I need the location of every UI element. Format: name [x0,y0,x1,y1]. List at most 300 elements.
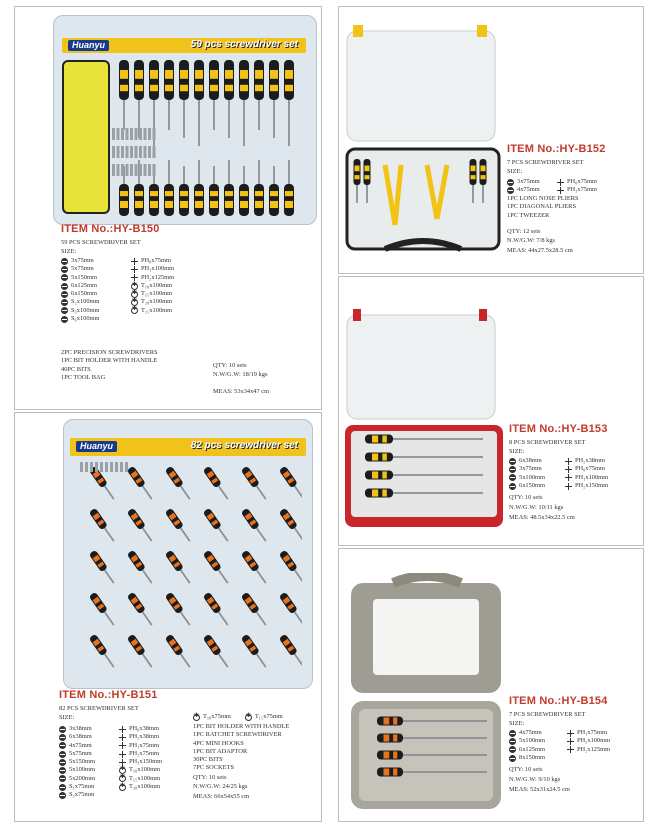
meas-text: MEAS: 48.5x34x22.5 cm [509,514,575,521]
item-text: PH₁x100mm [141,265,175,273]
content-item [193,740,289,748]
set-description: 82 PCS SCREWDRIVER SET [59,705,139,712]
bit-icon [121,164,124,176]
bit-icon [139,146,142,158]
slot-tip-icon [509,738,516,745]
item-number: ITEM No.:HY-B153 [509,423,608,435]
bit-icon [144,164,147,176]
slot-tip-icon [61,299,68,306]
contents-list [61,349,158,382]
screwdriver-icon [179,60,189,138]
bit-icon [153,164,156,176]
item-text: S₃x100mm [71,306,100,314]
item-text: 6x125mm [71,281,97,289]
bit-icon [148,128,151,140]
size-item [61,257,100,265]
size-item [131,290,174,298]
screwdriver-icon [254,160,264,216]
ph-tip-icon [557,187,564,194]
slot-tip-icon [59,734,66,741]
torx-tip-icon [193,714,200,721]
ph-tip-icon [567,738,574,745]
item-text: 3x75mm [519,465,542,473]
item-text: PH₂x38mm [575,457,605,464]
qty-text: QTY: 10 sets [213,362,247,369]
bit-icon [135,146,138,158]
slot-tip-icon [59,726,66,733]
ph-tip-icon [557,179,564,186]
item-number: ITEM No.:HY-B152 [507,143,606,155]
screwdriver-icon [284,60,294,146]
content-item [507,203,579,211]
size-item [509,729,545,737]
bit-icon [148,146,151,158]
item-text: PH₂x125mm [141,273,175,281]
item-text: 30PC BITS [193,756,223,764]
slot-tip-icon [61,258,68,265]
screwdriver-icon [284,160,294,216]
item-text: 6x125mm [519,745,545,753]
slot-tip-icon [507,187,514,194]
screwdriver-icon [89,550,117,586]
ph-tip-icon [131,274,138,281]
content-item [507,195,579,203]
size-item [567,729,610,737]
size-item [567,746,610,754]
screwdriver-icon [279,634,302,670]
torx-tip-icon [119,784,126,791]
slot-tip-icon [509,466,516,473]
screwdriver-icon [269,60,279,138]
bit-icon [135,128,138,140]
item-text: S₆x100mm [71,315,100,323]
size-item [557,186,597,194]
bit-icon [112,128,115,140]
ph-tip-icon [119,759,126,766]
product-panel-hy-b151 [14,412,322,822]
item-text: 1PC BIT HOLDER WITH HANDLE [193,723,290,730]
slot-tip-icon [509,730,516,737]
item-text: 7PC SOCKETS [193,764,235,772]
item-text: T₂₀x100mm [129,783,161,791]
screwdriver-icon [134,60,144,138]
screwdriver-icon [279,592,302,628]
item-text: 4PC MINI HOOKS [193,739,244,747]
size-item [119,725,162,733]
size-item [119,750,162,758]
item-text: 6x150mm [71,290,97,298]
screwdriver-icon [165,634,193,670]
size-list-right [119,725,162,791]
slot-tip-icon [509,746,516,753]
size-item [507,178,540,186]
size-item [557,178,597,186]
bit-icon [112,146,115,158]
size-item [119,742,162,750]
set-description: 7 PCS SCREWDRIVER SET [509,711,586,718]
bit-icon [144,146,147,158]
size-item [565,482,608,490]
product-panel-hy-b152 [338,6,644,274]
size-item [131,265,174,273]
bit-icon [144,128,147,140]
qty-text: QTY: 12 sets [507,228,541,235]
slot-tip-icon [61,266,68,273]
ph-tip-icon [119,734,126,741]
screwdriver-icon [279,550,302,586]
ph-tip-icon [567,730,574,737]
size-item [119,733,162,741]
screwdriver-icon [239,60,249,146]
size-item [61,290,100,298]
screwdriver-icon [164,60,174,130]
screwdriver-icon [269,166,279,216]
item-text: 4x75mm [519,729,542,736]
size-item [59,775,95,783]
content-item [193,756,289,764]
case-image [345,25,501,265]
blister-card-image [63,419,313,689]
slot-tip-icon [59,742,66,749]
bit-icon [117,128,120,140]
content-item [193,731,289,739]
item-text: 5x100mm [519,473,545,481]
item-text: PH₀x75mm [141,257,171,264]
set-description: 7 PCS SCREWDRIVER SET [507,159,584,166]
size-item [509,746,545,754]
screwdriver-icon [127,592,155,628]
meas-text: MEAS: 52x31x24.5 cm [509,786,570,793]
item-text: PH₁x75mm [129,741,159,749]
item-text: 6x38mm [69,733,92,741]
set-description: 59 PCS SCREWDRIVER SET [61,239,141,246]
slot-tip-icon [61,307,68,314]
item-text: T₂₅x100mm [141,306,173,314]
size-item [61,282,100,290]
ph-tip-icon [565,466,572,473]
torx-tip-icon [131,291,138,298]
item-text: 3x75mm [71,257,94,264]
size-list-right [131,257,174,315]
slot-tip-icon [509,458,516,465]
slot-tip-icon [509,755,516,762]
item-text: PH₁x75mm [577,729,607,736]
meas-text: MEAS: 66x54x55 cm [193,793,250,800]
contents-list [193,723,289,773]
ph-tip-icon [119,742,126,749]
screwdriver-icon [279,508,302,544]
bit-icon [105,462,108,472]
slot-tip-icon [59,792,66,799]
blister-card-image [53,15,317,225]
item-text: 5x100mm [519,737,545,745]
bit-icon [130,128,133,140]
size-list-right [557,178,597,195]
screwdriver-icon [254,60,264,130]
contents-list [507,195,579,220]
bit-icon [126,164,129,176]
content-item [61,374,158,382]
size-label: SIZE: [509,448,525,455]
item-text: S₁x75mm [69,783,95,791]
content-item [193,723,289,731]
slot-tip-icon [509,483,516,490]
item-text: PH₁x100mm [575,473,609,481]
product-panel-hy-b153 [338,276,644,546]
item-text: T₁₅x100mm [129,774,161,782]
ph-tip-icon [119,726,126,733]
slot-tip-icon [59,767,66,774]
size-item [507,186,540,194]
ph-tip-icon [131,258,138,265]
size-item [565,474,608,482]
item-text: 8x150mm [519,753,545,761]
screwdriver-icon [119,60,129,130]
case-image [349,573,505,813]
item-text: PH₂x125mm [577,745,611,753]
item-text: T₂₀x100mm [141,298,173,306]
item-text: 1PC BIT HOLDER WITH HANDLE [61,357,158,365]
item-text: 5x100mm [69,766,95,774]
size-item [567,737,610,745]
size-item [565,457,608,465]
size-item [509,482,545,490]
item-text: T₁₅x75mm [254,713,283,720]
torx-row [193,713,283,721]
item-number: ITEM No.:HY-B154 [509,695,608,707]
screwdrivers-image [74,462,302,682]
bit-icon [110,462,113,472]
item-text: PH₀x75mm [575,465,605,473]
screwdriver-icon [179,166,189,216]
screwdriver-icon [241,592,269,628]
item-text: 1PC RATCHET SCREWDRIVER [193,731,282,739]
item-text: PH₀x75mm [567,178,597,185]
item-text: 6x38mm [519,457,542,464]
brand-logo: Huanyu [68,40,109,51]
bit-icon [85,462,88,472]
product-banner [62,38,306,53]
slot-tip-icon [61,274,68,281]
size-item [59,733,95,741]
slot-tip-icon [59,775,66,782]
case-image [343,309,505,537]
screwdriver-icon [89,592,117,628]
qty-text: QTY: 10 sets [509,766,543,773]
screwdriver-icon [89,508,117,544]
size-item [61,315,100,323]
size-item [61,307,100,315]
screwdriver-icon [127,634,155,670]
item-text: T₁₀x75mm [203,713,231,720]
screwdriver-icon [203,466,231,502]
screwdriver-icon [194,160,204,216]
torx-tip-icon [119,775,126,782]
item-text: PH₂x38mm [129,733,159,741]
content-item [193,764,289,772]
size-item [59,783,95,791]
item-text: 3x75mm [517,178,540,185]
item-number: ITEM No.:HY-B150 [61,223,160,235]
item-text: PH₀x38mm [129,725,159,732]
item-text: 5x150mm [69,758,95,766]
item-text: 5x75mm [71,265,94,273]
screwdriver-icon [165,592,193,628]
screwdriver-icon [224,60,234,138]
ph-tip-icon [565,474,572,481]
size-item [131,274,174,282]
item-text: S₂x75mm [69,791,95,799]
item-text: T₁₅x100mm [141,290,173,298]
set-description: 8 PCS SCREWDRIVER SET [509,439,586,446]
item-text: 1PC LONG NOSE PLIERS [507,195,579,202]
item-text: 4x75mm [69,741,92,749]
bit-icon [117,164,120,176]
bit-icon [130,164,133,176]
item-text: PH₁x75mm [567,186,597,194]
ph-tip-icon [565,458,572,465]
item-text: 5x200mm [69,774,95,782]
size-item [245,713,283,721]
size-item [131,298,174,306]
item-text: S₂x100mm [71,298,100,306]
bit-icon [139,128,142,140]
content-item [193,748,289,756]
item-text: 2PC PRECISION SCREWDRIVERS [61,349,158,356]
item-text: 1PC DIAGONAL PLIERS [507,203,576,211]
slot-tip-icon [61,316,68,323]
bit-icon [90,462,93,472]
bit-icon [100,462,103,472]
banner-text: 82 pcs screwdriver set [190,440,298,451]
size-item [509,465,545,473]
size-item [509,474,545,482]
screwdriver-icon [279,466,302,502]
screwdriver-icon [209,60,219,130]
item-text: 1PC BIT ADAPTOR [193,747,248,755]
size-item [59,758,95,766]
size-list-left [507,178,540,195]
item-text: 1PC TWEEZER [507,211,550,219]
item-text: 3x38mm [69,725,92,732]
ph-tip-icon [565,483,572,490]
screwdrivers-image [110,58,310,218]
bit-icon [80,462,83,472]
screwdriver-icon [127,550,155,586]
brand-logo: Huanyu [76,441,117,452]
screwdriver-icon [203,550,231,586]
bit-icon [125,462,128,472]
size-item [59,750,95,758]
weight-text: N.W/G.W: 9/10 kgs [509,776,561,783]
item-number: ITEM No.:HY-B151 [59,689,158,701]
ph-tip-icon [131,266,138,273]
screwdriver-icon [224,160,234,216]
slot-tip-icon [59,784,66,791]
meas-text: MEAS: 44x27.5x28.5 cm [507,247,573,254]
screwdriver-icon [241,550,269,586]
screwdriver-icon [165,508,193,544]
item-text: 5x150mm [71,273,97,281]
size-label: SIZE: [61,248,77,255]
weight-text: N.W/G.W: 10/11 kgs [509,504,564,511]
bit-icon [135,164,138,176]
screwdriver-icon [164,160,174,216]
product-panel-hy-b154 [338,548,644,822]
bit-icon [148,164,151,176]
bit-icon [153,128,156,140]
banner-text: 59 pcs screwdriver set [190,39,298,50]
product-panel-hy-b150 [14,6,322,410]
screwdriver-icon [127,466,155,502]
content-item [61,357,158,365]
screwdriver-icon [241,466,269,502]
bit-icon [121,146,124,158]
qty-text: QTY: 10 sets [509,494,543,501]
bit-icon [126,146,129,158]
size-item [59,791,95,799]
screwdriver-icon [165,550,193,586]
size-item [59,766,95,774]
screwdriver-icon [209,166,219,216]
content-item [61,366,158,374]
bit-icon [130,146,133,158]
size-list-right [565,457,608,490]
size-item [119,783,162,791]
size-item [509,754,545,762]
screwdriver-icon [241,634,269,670]
item-text: 1PC TOOL BAG [61,373,106,381]
size-item [131,282,174,290]
item-text: 5x75mm [69,749,92,757]
size-item [59,725,95,733]
slot-tip-icon [59,751,66,758]
size-item [131,307,174,315]
bit-icon [121,128,124,140]
tool-bag-image [62,60,110,214]
size-item [61,265,100,273]
weight-text: N.W/G.W: 18/19 kgs [213,371,268,378]
content-item [507,212,579,220]
weight-text: N.W/G.W: 7/8 kgs [507,237,556,244]
item-text: T₁₀x100mm [141,281,173,289]
size-item [119,758,162,766]
bit-icon [153,146,156,158]
slot-tip-icon [509,474,516,481]
item-text: T₁₀x100mm [129,766,161,774]
size-item [131,257,174,265]
slot-tip-icon [61,283,68,290]
size-list-left [59,725,95,800]
screwdriver-icon [241,508,269,544]
bit-icon [115,462,118,472]
slot-tip-icon [61,291,68,298]
item-text: PH₂x150mm [575,481,609,489]
torx-tip-icon [131,283,138,290]
size-item [565,465,608,473]
size-item [119,775,162,783]
size-item [59,742,95,750]
slot-tip-icon [507,179,514,186]
product-banner [70,438,306,456]
size-item [193,713,231,721]
screwdriver-icon [127,508,155,544]
size-item [61,298,100,306]
torx-tip-icon [131,307,138,314]
screwdriver-icon [165,466,193,502]
item-text: 6x150mm [519,481,545,489]
screwdriver-icon [203,634,231,670]
